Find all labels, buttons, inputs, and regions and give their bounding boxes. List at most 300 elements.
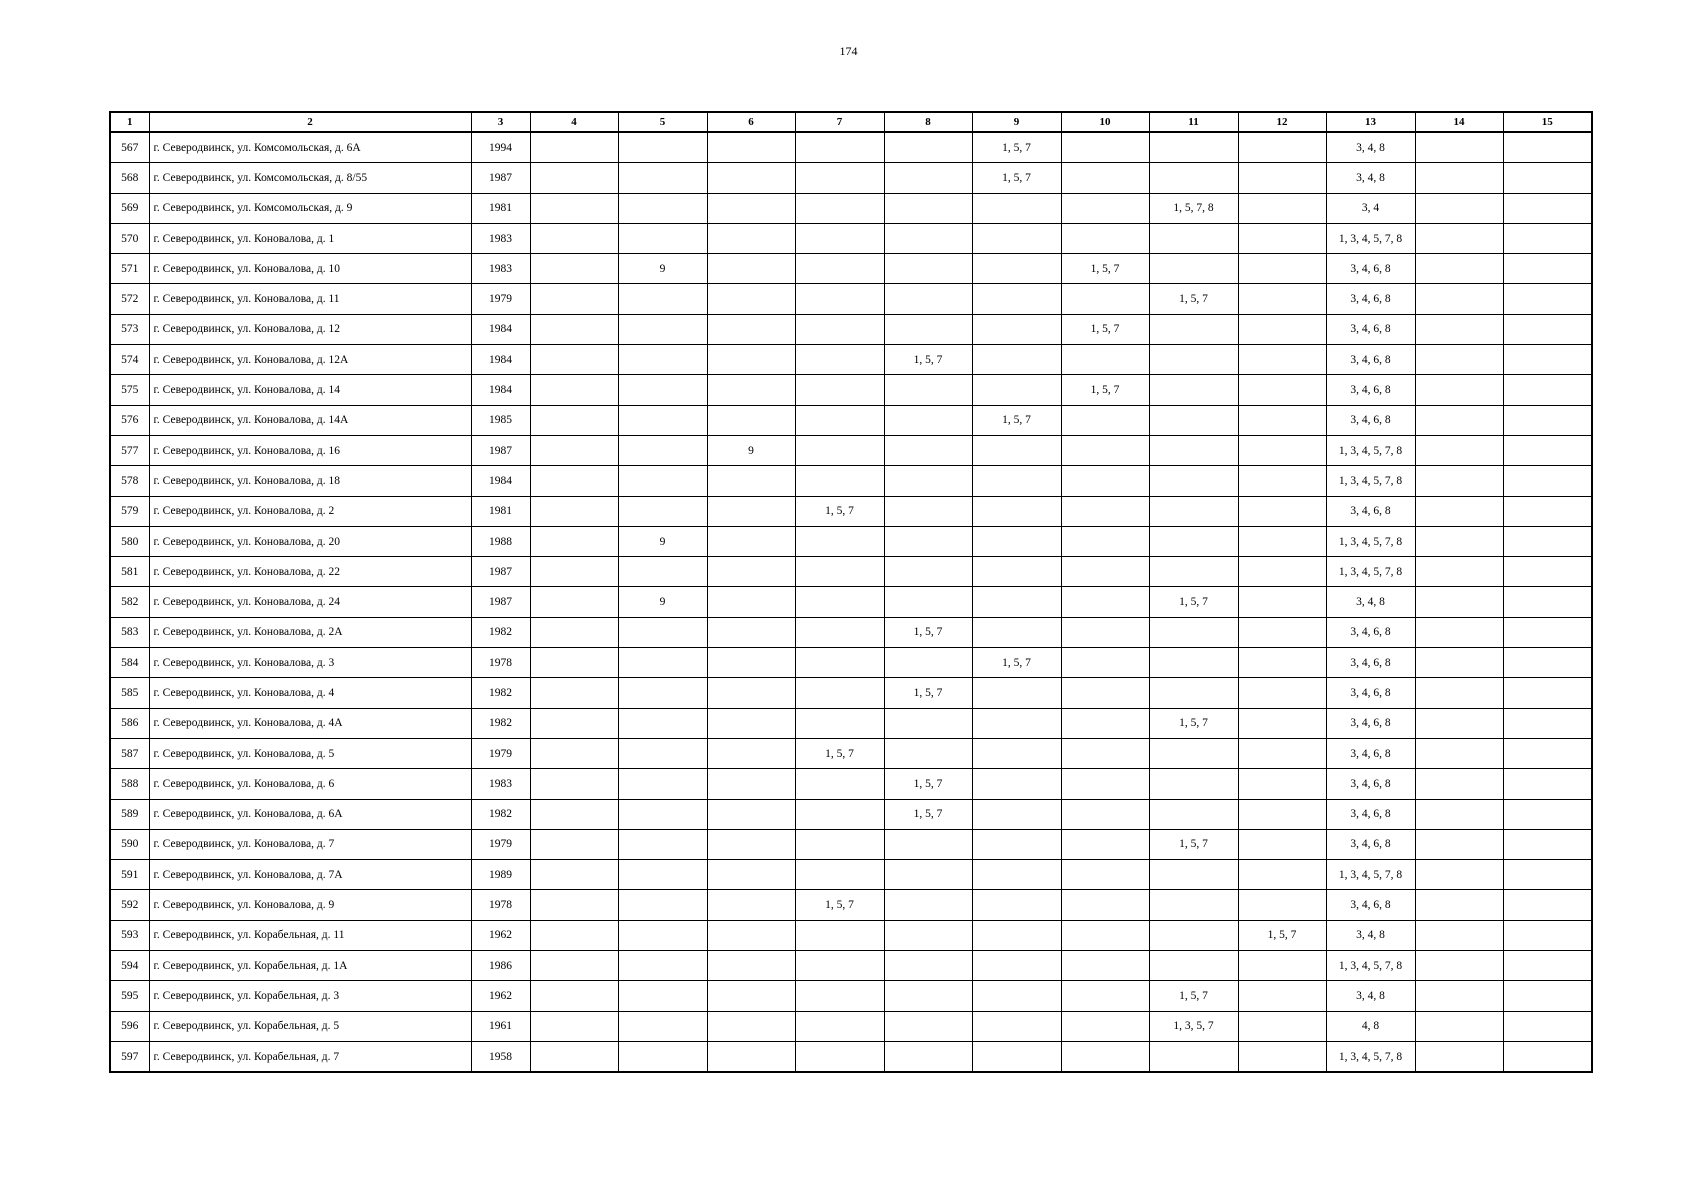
table-cell <box>1149 951 1238 981</box>
row-number-cell: 573 <box>110 314 149 344</box>
column-header-14: 14 <box>1415 112 1503 132</box>
table-cell <box>795 587 884 617</box>
table-cell <box>1415 375 1503 405</box>
table-cell <box>884 981 972 1011</box>
table-header <box>110 112 1592 132</box>
table-cell <box>1149 890 1238 920</box>
table-row <box>110 466 1592 496</box>
table-cell <box>972 435 1061 465</box>
table-row <box>110 526 1592 556</box>
table-cell <box>618 951 707 981</box>
table-cell <box>1503 860 1592 890</box>
table-cell: 3, 4, 6, 8 <box>1326 375 1415 405</box>
table-cell <box>530 132 618 163</box>
table-cell <box>1503 496 1592 526</box>
table-cell <box>1415 496 1503 526</box>
table-cell <box>1415 526 1503 556</box>
table-cell <box>707 557 795 587</box>
table-cell <box>972 466 1061 496</box>
column-header-2: 2 <box>149 112 471 132</box>
row-number-cell: 570 <box>110 223 149 253</box>
year-cell: 1985 <box>471 405 530 435</box>
table-cell <box>618 284 707 314</box>
table-cell <box>530 1011 618 1041</box>
table-cell <box>707 375 795 405</box>
table-cell <box>1149 405 1238 435</box>
table-cell <box>1503 314 1592 344</box>
table-cell <box>1061 405 1149 435</box>
table-cell <box>1238 890 1326 920</box>
table-cell <box>795 163 884 193</box>
address-cell: г. Северодвинск, ул. Коновалова, д. 20 <box>149 526 471 556</box>
table-cell <box>618 466 707 496</box>
table-cell: 3, 4, 8 <box>1326 163 1415 193</box>
year-cell: 1982 <box>471 617 530 647</box>
table-cell <box>618 223 707 253</box>
table-cell <box>1503 557 1592 587</box>
table-cell <box>1415 405 1503 435</box>
table-cell <box>707 738 795 768</box>
column-header-9: 9 <box>972 112 1061 132</box>
table-cell <box>1503 678 1592 708</box>
table-cell <box>1061 496 1149 526</box>
table-cell <box>1238 738 1326 768</box>
table-cell <box>1238 1041 1326 1072</box>
table-cell: 3, 4, 8 <box>1326 981 1415 1011</box>
table-row <box>110 951 1592 981</box>
table-cell <box>1238 345 1326 375</box>
table-cell <box>972 799 1061 829</box>
table-cell <box>795 466 884 496</box>
table-cell <box>1061 829 1149 859</box>
table-cell <box>972 738 1061 768</box>
address-cell: г. Северодвинск, ул. Коновалова, д. 2 <box>149 496 471 526</box>
row-number-cell: 572 <box>110 284 149 314</box>
year-cell: 1983 <box>471 769 530 799</box>
table-cell <box>707 466 795 496</box>
table-row <box>110 405 1592 435</box>
year-cell: 1961 <box>471 1011 530 1041</box>
table-cell <box>1415 557 1503 587</box>
table-cell <box>1149 738 1238 768</box>
table-cell <box>1415 708 1503 738</box>
table-cell: 3, 4, 8 <box>1326 132 1415 163</box>
table-cell <box>795 405 884 435</box>
table-row <box>110 314 1592 344</box>
table-cell: 3, 4, 6, 8 <box>1326 496 1415 526</box>
column-header-7: 7 <box>795 112 884 132</box>
table-cell: 1, 3, 4, 5, 7, 8 <box>1326 1041 1415 1072</box>
table-row <box>110 375 1592 405</box>
table-cell <box>972 375 1061 405</box>
table-cell <box>1503 466 1592 496</box>
table-cell <box>1238 223 1326 253</box>
column-header-8: 8 <box>884 112 972 132</box>
address-cell: г. Северодвинск, ул. Коновалова, д. 7 <box>149 829 471 859</box>
column-header-6: 6 <box>707 112 795 132</box>
table-cell <box>1503 132 1592 163</box>
table-cell <box>618 163 707 193</box>
year-cell: 1981 <box>471 496 530 526</box>
table-cell <box>795 860 884 890</box>
table-cell <box>1238 496 1326 526</box>
table-cell <box>1061 769 1149 799</box>
table-row <box>110 587 1592 617</box>
table-cell <box>1061 132 1149 163</box>
table-cell: 3, 4, 6, 8 <box>1326 617 1415 647</box>
table-cell <box>618 314 707 344</box>
table-cell <box>884 223 972 253</box>
table-row <box>110 890 1592 920</box>
table-cell <box>795 284 884 314</box>
table-cell <box>1415 829 1503 859</box>
table-row <box>110 496 1592 526</box>
table-cell <box>1238 375 1326 405</box>
table-cell <box>1415 617 1503 647</box>
table-cell: 1, 5, 7 <box>972 163 1061 193</box>
table-cell <box>795 375 884 405</box>
table-cell <box>1238 678 1326 708</box>
table-cell <box>1149 466 1238 496</box>
address-cell: г. Северодвинск, ул. Коновалова, д. 4 <box>149 678 471 708</box>
table-cell <box>1061 890 1149 920</box>
table-cell <box>530 375 618 405</box>
table-cell <box>1238 435 1326 465</box>
year-cell: 1987 <box>471 163 530 193</box>
table-row <box>110 254 1592 284</box>
table-row <box>110 738 1592 768</box>
table-cell: 9 <box>618 587 707 617</box>
table-cell <box>618 860 707 890</box>
address-cell: г. Северодвинск, ул. Коновалова, д. 10 <box>149 254 471 284</box>
table-cell <box>795 920 884 950</box>
table-row <box>110 860 1592 890</box>
table-cell <box>1149 254 1238 284</box>
address-cell: г. Северодвинск, ул. Корабельная, д. 11 <box>149 920 471 950</box>
table-cell <box>1238 708 1326 738</box>
year-cell: 1982 <box>471 708 530 738</box>
table-cell <box>1149 496 1238 526</box>
table-cell <box>972 587 1061 617</box>
table-cell <box>1061 617 1149 647</box>
year-cell: 1989 <box>471 860 530 890</box>
table-cell <box>707 132 795 163</box>
column-header-10: 10 <box>1061 112 1149 132</box>
table-cell <box>972 617 1061 647</box>
table-cell: 3, 4, 6, 8 <box>1326 254 1415 284</box>
table-cell <box>707 284 795 314</box>
table-cell <box>1061 557 1149 587</box>
table-cell <box>1503 587 1592 617</box>
table-cell <box>1415 799 1503 829</box>
table-cell: 1, 3, 4, 5, 7, 8 <box>1326 860 1415 890</box>
table-cell <box>1503 799 1592 829</box>
table-cell <box>1238 981 1326 1011</box>
year-cell: 1988 <box>471 526 530 556</box>
housing-register-table <box>109 111 1593 1073</box>
table-cell <box>530 648 618 678</box>
table-cell <box>618 405 707 435</box>
table-cell <box>618 890 707 920</box>
address-cell: г. Северодвинск, ул. Коновалова, д. 12 <box>149 314 471 344</box>
table-cell: 3, 4, 6, 8 <box>1326 829 1415 859</box>
table-cell <box>707 920 795 950</box>
table-cell <box>1503 284 1592 314</box>
table-cell: 1, 5, 7 <box>1149 284 1238 314</box>
table-cell <box>1415 435 1503 465</box>
row-number-cell: 580 <box>110 526 149 556</box>
table-cell <box>618 617 707 647</box>
table-cell <box>884 708 972 738</box>
table-cell <box>618 345 707 375</box>
table-cell <box>972 526 1061 556</box>
table-cell <box>1415 223 1503 253</box>
table-cell <box>1415 981 1503 1011</box>
table-cell <box>1238 314 1326 344</box>
table-cell <box>1061 920 1149 950</box>
address-cell: г. Северодвинск, ул. Коновалова, д. 12А <box>149 345 471 375</box>
table-cell <box>1415 163 1503 193</box>
table-cell <box>618 1011 707 1041</box>
table-cell <box>1149 345 1238 375</box>
table-cell: 1, 5, 7 <box>884 617 972 647</box>
table-cell: 9 <box>618 254 707 284</box>
table-cell <box>1149 375 1238 405</box>
column-header-5: 5 <box>618 112 707 132</box>
table-cell: 1, 3, 4, 5, 7, 8 <box>1326 435 1415 465</box>
table-cell <box>1238 193 1326 223</box>
table-cell <box>1503 375 1592 405</box>
table-row <box>110 345 1592 375</box>
table-row <box>110 678 1592 708</box>
table-cell <box>530 981 618 1011</box>
address-cell: г. Северодвинск, ул. Коновалова, д. 16 <box>149 435 471 465</box>
table-cell <box>1415 860 1503 890</box>
table-cell <box>884 405 972 435</box>
table-cell <box>884 587 972 617</box>
address-cell: г. Северодвинск, ул. Коновалова, д. 14 <box>149 375 471 405</box>
row-number-cell: 576 <box>110 405 149 435</box>
table-cell <box>1503 981 1592 1011</box>
table-cell <box>795 799 884 829</box>
row-number-cell: 575 <box>110 375 149 405</box>
table-cell <box>530 496 618 526</box>
table-cell <box>884 314 972 344</box>
table-cell <box>530 163 618 193</box>
table-cell <box>1061 345 1149 375</box>
table-cell <box>1061 193 1149 223</box>
table-cell <box>795 526 884 556</box>
table-cell <box>707 254 795 284</box>
address-cell: г. Северодвинск, ул. Коновалова, д. 24 <box>149 587 471 617</box>
address-cell: г. Северодвинск, ул. Коновалова, д. 1 <box>149 223 471 253</box>
table-cell <box>795 193 884 223</box>
table-cell: 3, 4, 8 <box>1326 920 1415 950</box>
table-cell: 1, 5, 7 <box>972 648 1061 678</box>
table-row <box>110 132 1592 163</box>
table-cell <box>884 890 972 920</box>
table-cell <box>1415 678 1503 708</box>
table-cell: 1, 5, 7 <box>884 799 972 829</box>
table-cell <box>795 617 884 647</box>
table-cell <box>707 405 795 435</box>
table-cell <box>1503 223 1592 253</box>
address-cell: г. Северодвинск, ул. Комсомольская, д. 8/55 <box>149 163 471 193</box>
table-cell <box>1415 920 1503 950</box>
row-number-cell: 582 <box>110 587 149 617</box>
table-cell: 3, 4, 6, 8 <box>1326 678 1415 708</box>
table-cell <box>707 829 795 859</box>
header-row <box>110 112 1592 132</box>
table-cell <box>530 951 618 981</box>
table-cell <box>1061 951 1149 981</box>
table-cell: 1, 5, 7 <box>1149 981 1238 1011</box>
table-cell <box>795 345 884 375</box>
table-cell: 1, 5, 7 <box>795 738 884 768</box>
table-cell: 3, 4, 8 <box>1326 587 1415 617</box>
table-cell <box>707 678 795 708</box>
address-cell: г. Северодвинск, ул. Корабельная, д. 3 <box>149 981 471 1011</box>
table-cell <box>1503 648 1592 678</box>
table-cell <box>618 708 707 738</box>
table-cell <box>795 435 884 465</box>
year-cell: 1994 <box>471 132 530 163</box>
table-cell <box>1503 920 1592 950</box>
table-cell <box>707 769 795 799</box>
year-cell: 1987 <box>471 557 530 587</box>
table-cell <box>795 678 884 708</box>
table-cell <box>707 314 795 344</box>
year-cell: 1982 <box>471 678 530 708</box>
year-cell: 1984 <box>471 375 530 405</box>
table-cell <box>1238 648 1326 678</box>
address-cell: г. Северодвинск, ул. Корабельная, д. 5 <box>149 1011 471 1041</box>
table-cell: 3, 4, 6, 8 <box>1326 890 1415 920</box>
table-cell <box>1415 132 1503 163</box>
address-cell: г. Северодвинск, ул. Коновалова, д. 11 <box>149 284 471 314</box>
year-cell: 1978 <box>471 890 530 920</box>
table-cell <box>884 648 972 678</box>
year-cell: 1962 <box>471 920 530 950</box>
table-cell: 3, 4, 6, 8 <box>1326 345 1415 375</box>
address-cell: г. Северодвинск, ул. Комсомольская, д. 9 <box>149 193 471 223</box>
row-number-cell: 581 <box>110 557 149 587</box>
table-cell <box>1415 648 1503 678</box>
table-cell <box>972 708 1061 738</box>
table-cell <box>530 557 618 587</box>
table-cell <box>1415 254 1503 284</box>
table-cell: 3, 4, 6, 8 <box>1326 708 1415 738</box>
address-cell: г. Северодвинск, ул. Коновалова, д. 3 <box>149 648 471 678</box>
row-number-cell: 583 <box>110 617 149 647</box>
table-cell <box>1238 254 1326 284</box>
table-cell <box>1061 284 1149 314</box>
table-cell <box>1238 526 1326 556</box>
table-cell <box>707 860 795 890</box>
table-cell <box>530 678 618 708</box>
table-cell: 1, 5, 7 <box>1149 829 1238 859</box>
row-number-cell: 586 <box>110 708 149 738</box>
table-cell <box>1061 587 1149 617</box>
row-number-cell: 591 <box>110 860 149 890</box>
table-body <box>110 132 1592 1072</box>
table-cell: 1, 5, 7 <box>1149 587 1238 617</box>
table-row <box>110 223 1592 253</box>
table-cell <box>972 496 1061 526</box>
table-cell: 3, 4, 6, 8 <box>1326 405 1415 435</box>
table-cell: 1, 5, 7 <box>972 132 1061 163</box>
table-cell <box>618 193 707 223</box>
address-cell: г. Северодвинск, ул. Коновалова, д. 22 <box>149 557 471 587</box>
table-cell <box>1503 163 1592 193</box>
table-cell <box>1238 587 1326 617</box>
table-cell <box>707 526 795 556</box>
table-row <box>110 829 1592 859</box>
table-cell <box>618 678 707 708</box>
table-cell <box>972 920 1061 950</box>
table-cell <box>972 860 1061 890</box>
row-number-cell: 595 <box>110 981 149 1011</box>
row-number-cell: 593 <box>110 920 149 950</box>
year-cell: 1984 <box>471 314 530 344</box>
table-cell <box>1061 1011 1149 1041</box>
table-row <box>110 163 1592 193</box>
row-number-cell: 587 <box>110 738 149 768</box>
table-cell <box>618 557 707 587</box>
table-cell <box>530 526 618 556</box>
table-cell <box>618 132 707 163</box>
table-cell <box>1503 951 1592 981</box>
table-cell <box>618 920 707 950</box>
table-cell <box>795 557 884 587</box>
row-number-cell: 568 <box>110 163 149 193</box>
table-cell <box>618 799 707 829</box>
table-cell <box>1503 345 1592 375</box>
table-cell <box>795 1041 884 1072</box>
table-cell: 9 <box>707 435 795 465</box>
table-cell <box>707 1041 795 1072</box>
table-cell <box>1238 466 1326 496</box>
table-cell <box>1061 678 1149 708</box>
table-cell <box>1503 1011 1592 1041</box>
table-cell <box>1415 738 1503 768</box>
address-cell: г. Северодвинск, ул. Коновалова, д. 4А <box>149 708 471 738</box>
table-cell <box>1415 951 1503 981</box>
table-cell <box>618 375 707 405</box>
table-cell <box>972 193 1061 223</box>
table-cell <box>1149 557 1238 587</box>
table-cell <box>530 769 618 799</box>
table-cell <box>1061 1041 1149 1072</box>
table-cell <box>1238 284 1326 314</box>
table-cell <box>884 163 972 193</box>
table-cell <box>1238 799 1326 829</box>
row-number-cell: 590 <box>110 829 149 859</box>
table-cell <box>795 648 884 678</box>
table-cell <box>972 345 1061 375</box>
table-cell: 1, 3, 4, 5, 7, 8 <box>1326 951 1415 981</box>
year-cell: 1982 <box>471 799 530 829</box>
table-cell <box>972 314 1061 344</box>
year-cell: 1987 <box>471 435 530 465</box>
table-row <box>110 769 1592 799</box>
table-cell: 4, 8 <box>1326 1011 1415 1041</box>
table-cell <box>884 435 972 465</box>
table-cell <box>707 193 795 223</box>
table-cell <box>618 496 707 526</box>
row-number-cell: 574 <box>110 345 149 375</box>
table-cell <box>972 284 1061 314</box>
